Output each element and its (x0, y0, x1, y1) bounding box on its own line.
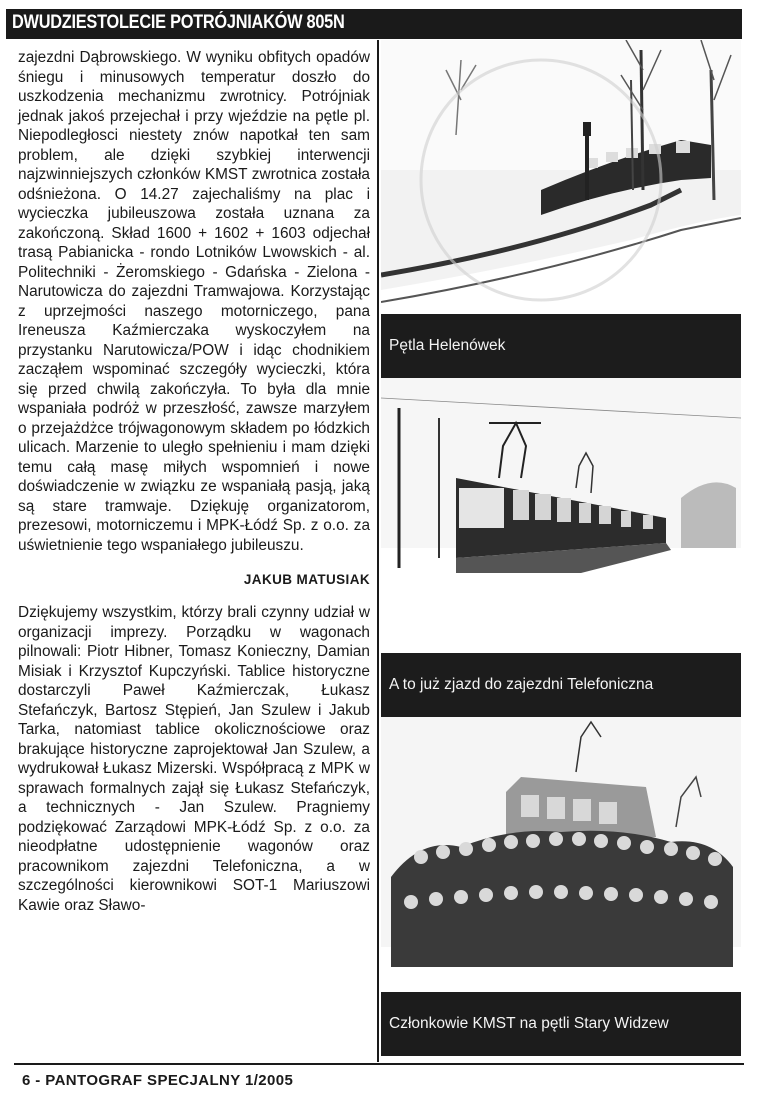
tram-on-curved-track-photo (381, 40, 741, 314)
article-paragraph-1: zajezdni Dąbrowskiego. W wyniku obfitych opadów śniegu i minusowych temperatur doszło do uszkodzenia mechanizmu zwrotnicy. Potrójniak jednak jakoś przejechał i przy wjeździe na pętle pl. Niepodległosci niestety znów napotkał ten sam problem, ale dzięki szybkiej interwencji najzwinniejszych członków KMST zwrotnica została odśnieżona. O 14.27 zajechaliśmy na plac i wycieczka jubileuszowa została uznana za zakończoną. Skład 1600 + 1602 + 1603 odjechał trasą Pabianicka - rondo Lotników Lwowskich - al. Politechniki - Żeromskiego - Gdańska - Zielona - Narutowicza do zajezdni Tramwajowa. Korzystając z uprzejmości naszego motorniczego, pana Ireneusza Kaźmierczaka wyskoczyłem na przystanku Narutowicza/POW i idąc chodnikiem zacząłem wspominać szczegóły wycieczki, która się przed chwilą zakończyła. To była dla mnie wspaniała podróż w przeszłość, zawsze marzyłem o przejażdżce trójwagonowym składem po łódzkich ulicach. Marzenie to uległo spełnieniu i mam dzięki temu całą masę miłych wspomnień i nowe doświadczenie w związku ze wspaniałą pasją, jaką są stare tramwaje. Dziękuję organizatorom, prezesowi, motorniczemu i MPK-Łódź Sp. z o.o. za uświetnienie tego wspaniałego jubileuszu. (18, 49, 370, 554)
photo-caption-3 (381, 992, 741, 1056)
group-photo (381, 717, 741, 992)
column-divider (377, 40, 379, 1062)
photo-petla-helenowek (381, 40, 741, 314)
article-author: JAKUB MATUSIAK (243, 572, 370, 587)
photo-caption-1 (381, 314, 741, 378)
article-paragraph-2: Dziękujemy wszystkim, którzy brali czynny udział w organizacji imprezy. Porządku w wagonach pilnowali: Piotr Hibner, Tomasz Konieczny, Damian Misiak i Krzysztof Kupczyński. Tablice historyczne dostarczyli Paweł Kaźmierczak, Łukasz Stefańczyk, Bartosz Stępień, Jan Szulew i Jakub Tarka, natomiast tablice okolicznościowe oraz brakujące historyczne zaprojektował Jan Szulew, a wydrukował Łukasz Mizerski. Współpracą z MPK w sprawach formalnych zajął się Łukasz Stefańczyk, a technicznych - Jan Szulew. Pragniemy podziękować Zarządowi MPK-Łódź Sp. z o.o. za nieodpłatne udostępnienie wagonów oraz pracownikom zajezdni Telefoniczna, a w szczególności kierownikowi SOT-1 Mariuszowi Kawie oraz Sławo- (18, 604, 370, 914)
tram-in-snow-photo (381, 378, 741, 653)
photo-caption-3-text: Członkowie KMST na pętli Stary Widzew (389, 1015, 669, 1032)
page-title: DWUDZIESTOLECIE POTRÓJNIAKÓW 805N (12, 12, 345, 33)
article-column (18, 48, 370, 915)
photo-kmst-stary-widzew (381, 717, 741, 992)
photo-caption-1-text: Pętla Helenówek (389, 337, 506, 354)
photo-caption-2 (381, 653, 741, 717)
page-header-bar (6, 9, 742, 39)
page-footer: 6 - PANTOGRAF SPECJALNY 1/2005 (22, 1072, 294, 1089)
photo-caption-2-text: A to już zjazd do zajezdni Telefoniczna (389, 676, 654, 693)
footer-rule (14, 1063, 744, 1065)
photo-zjazd-telefoniczna (381, 378, 741, 653)
